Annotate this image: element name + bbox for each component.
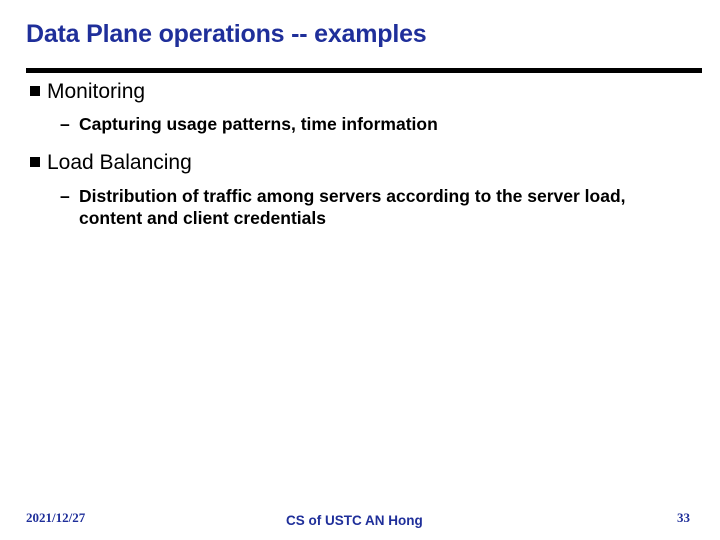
slide-title: Data Plane operations -- examples xyxy=(26,20,427,48)
sub-bullet-capturing xyxy=(60,113,679,135)
footer-author: CS of USTC AN Hong xyxy=(286,513,423,528)
square-bullet-icon xyxy=(30,157,40,167)
square-bullet-icon xyxy=(30,86,40,96)
dash-bullet-icon: – xyxy=(60,186,70,206)
footer-date: 2021/12/27 xyxy=(26,510,86,525)
bullet-load-balancing xyxy=(30,151,192,175)
sub-bullet-text: Distribution of traffic among servers according to the server load, content and client credentials xyxy=(79,186,626,228)
sub-bullet-distribution xyxy=(60,185,679,229)
bullet-monitoring xyxy=(30,80,145,104)
sub-bullet-text: Capturing usage patterns, time information xyxy=(79,114,438,134)
bullet-label: Monitoring xyxy=(47,80,146,103)
page-number: 33 xyxy=(677,510,690,525)
bullet-label: Load Balancing xyxy=(47,151,192,174)
dash-bullet-icon: – xyxy=(60,114,70,134)
title-divider xyxy=(26,68,702,73)
